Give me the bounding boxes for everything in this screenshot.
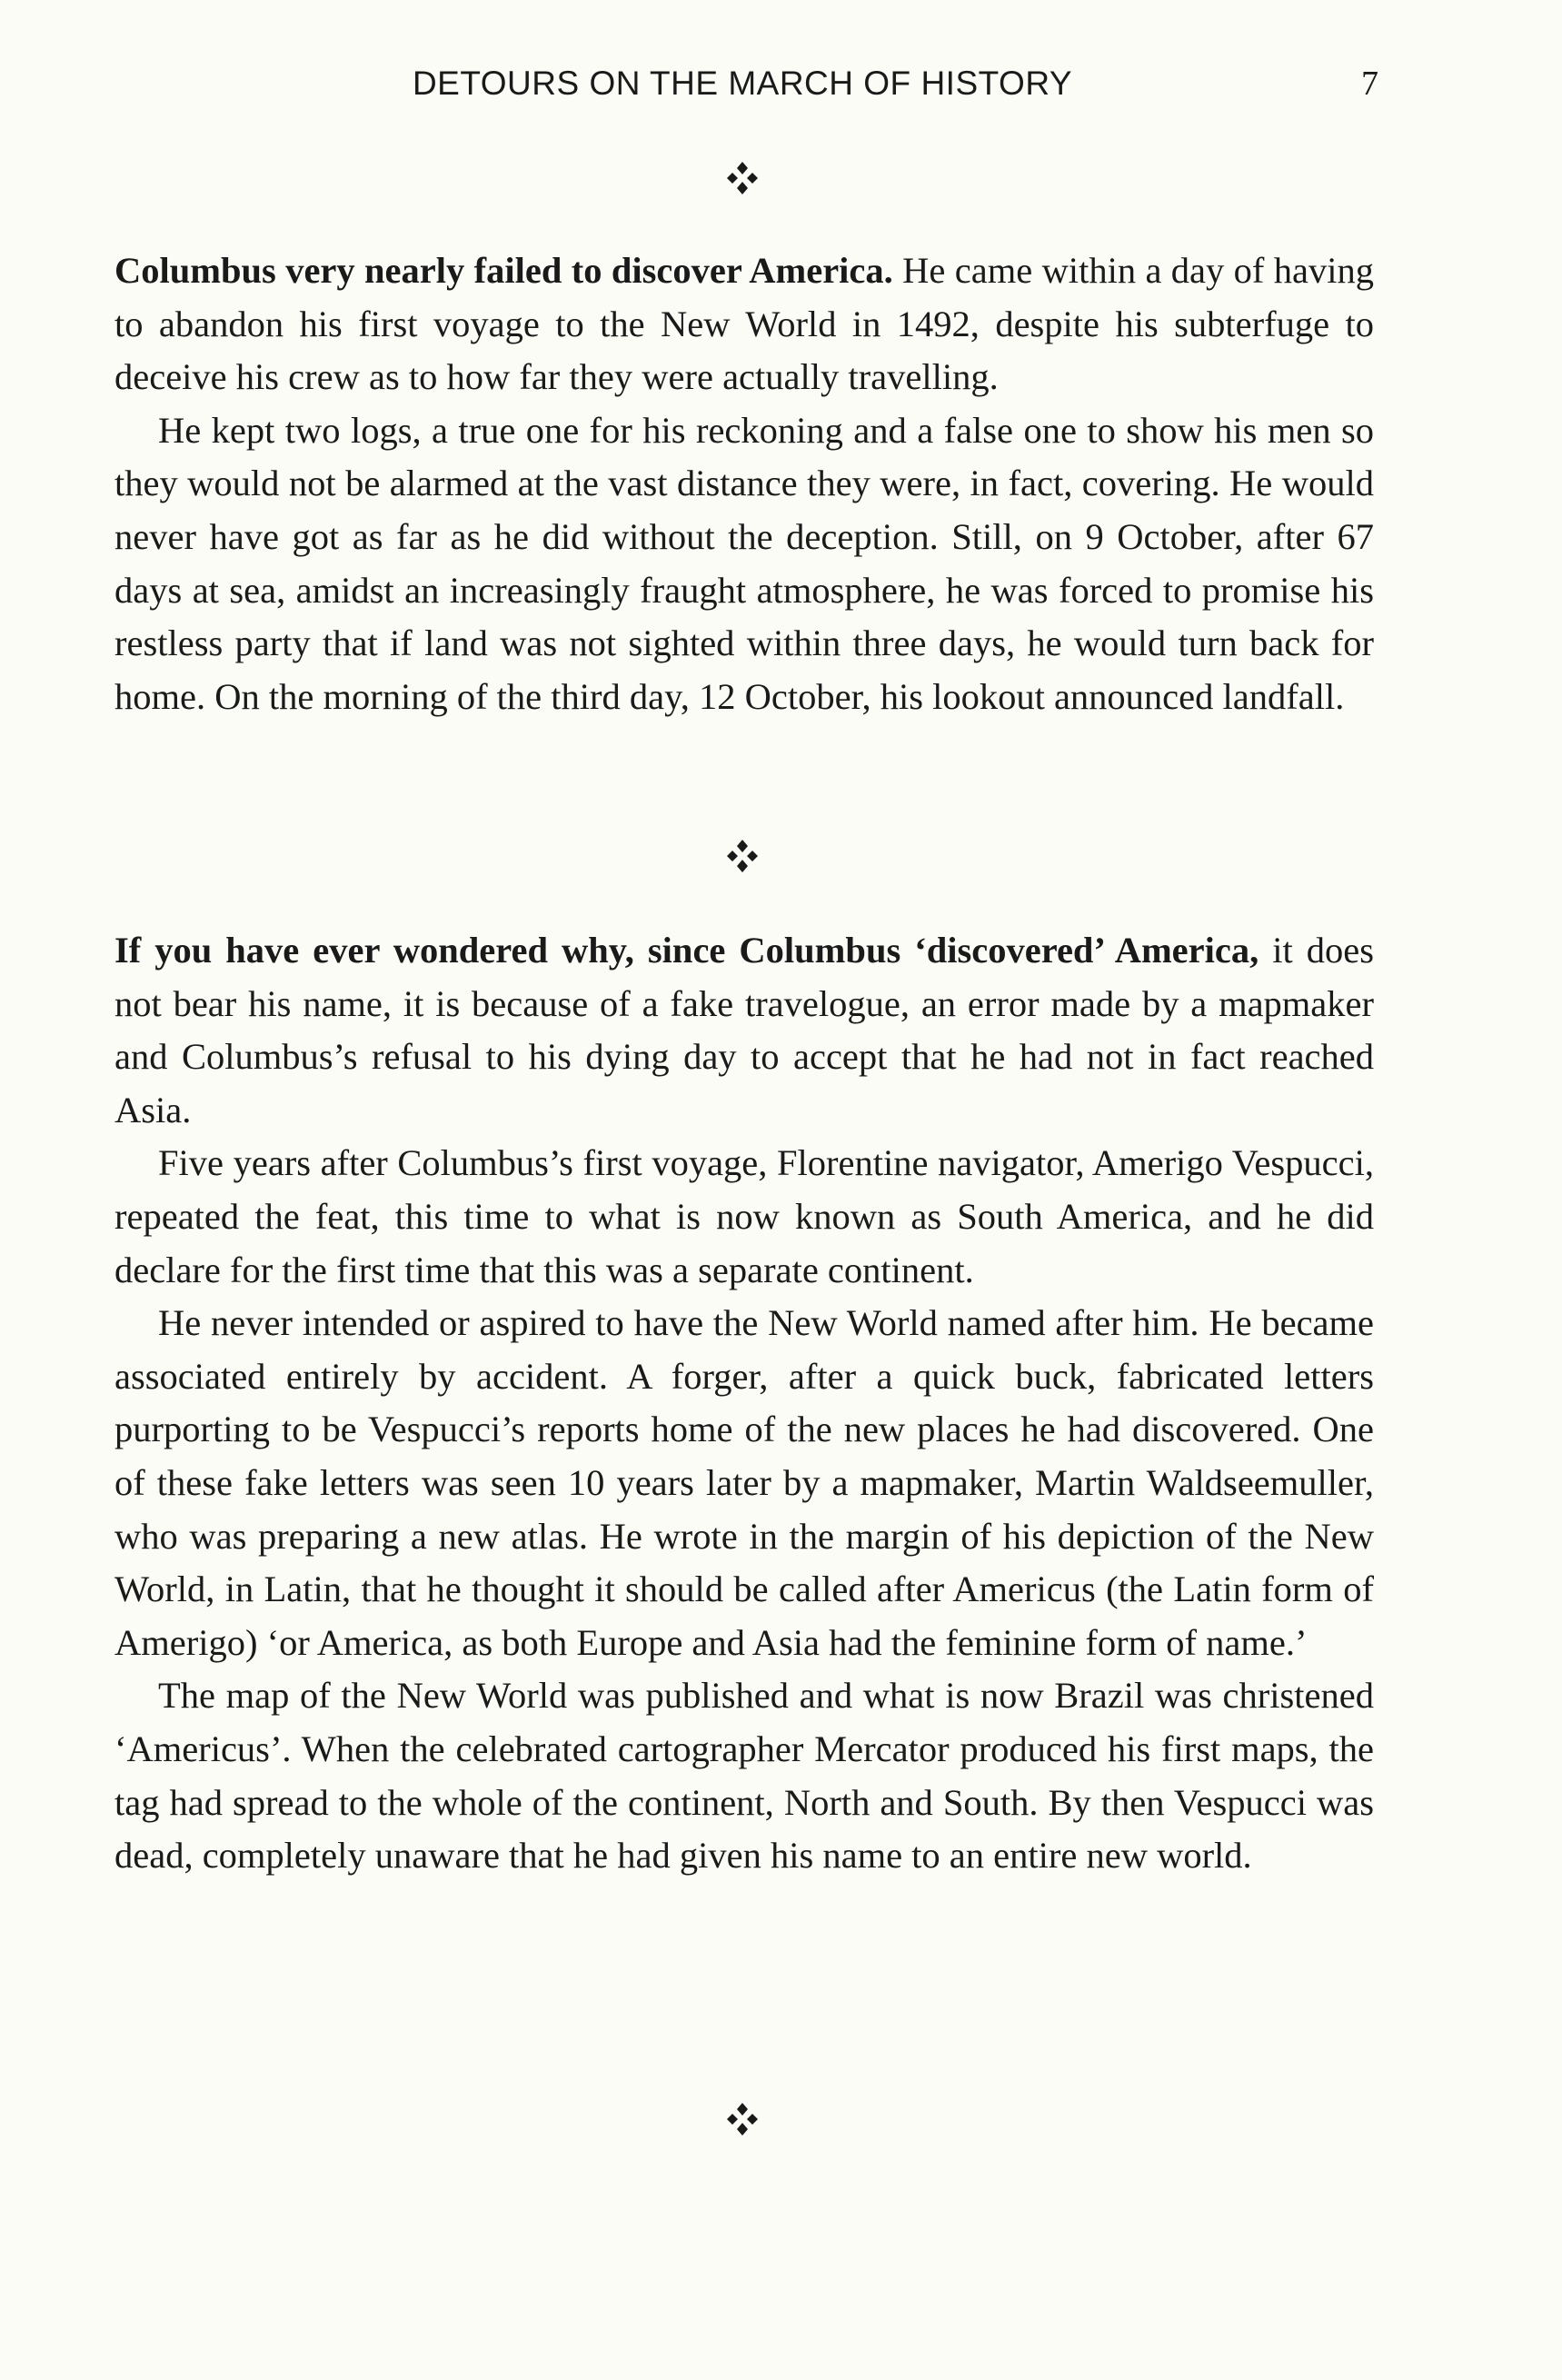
lead-paragraph bbox=[114, 244, 1374, 404]
running-head bbox=[0, 56, 1562, 111]
lead-paragraph bbox=[114, 924, 1374, 1137]
diamond-cluster-ornament-icon bbox=[724, 160, 761, 196]
running-title: DETOURS ON THE MARCH OF HISTORY bbox=[412, 65, 1073, 102]
body-paragraph: Five years after Columbus’s first voyage, Florentine navigator, Amerigo Vespucci, repeated the feat, this time to what is now known as South America, and he did declare for the first time that this was a separate continent. bbox=[114, 1142, 1374, 1290]
lead-text: it does not bear his name, it is because of a fake travelogue, an error made by a mapmaker and Columbus’s refusal to his dying day to accept that he had not in fact reached Asia. bbox=[114, 930, 1374, 1130]
diamond-cluster-ornament-icon bbox=[724, 2101, 761, 2137]
section-ornament-icon bbox=[0, 833, 1485, 879]
body-paragraph: The map of the New World was published and what is now Brazil was christened ‘Americus’. When the celebrated cartographer Mercator produced his first maps, the tag had spread to the whole of the continent, North and South. By then Vespucci was dead, completely unaware that he had given his name to an entire new world. bbox=[114, 1675, 1374, 1877]
diamond-cluster-ornament-icon bbox=[724, 838, 761, 874]
section-columbus-discovery bbox=[114, 244, 1374, 723]
section-ornament-icon bbox=[0, 2096, 1485, 2142]
lead-heading: If you have ever wondered why, since Columbus ‘discovered’ America, bbox=[114, 930, 1259, 971]
section-america-naming bbox=[114, 924, 1374, 1883]
lead-heading: Columbus very nearly failed to discover America. bbox=[114, 250, 893, 291]
section-ornament-icon bbox=[0, 155, 1485, 201]
body-paragraph: He never intended or aspired to have the New World named after him. He became associated entirely by accident. A forger, after a quick buck, fabricated letters purporting to be Vespucci’s reports home of the new places he had discovered. One of these fake letters was seen 10 years later by a mapmaker, Martin Waldseemuller, who was preparing a new atlas. He wrote in the margin of his depiction of the New World, in Latin, that he thought it should be called after Americus (the Latin form of Amerigo) ‘or America, as both Europe and Asia had the feminine form of name.’ bbox=[114, 1302, 1374, 1663]
lead-text: He came within a day of having to abandon his first voyage to the New World in 1492, despite his subterfuge to deceive his crew as to how far they were actually travelling. bbox=[114, 250, 1374, 398]
body-paragraph: He kept two logs, a true one for his reckoning and a false one to show his men so they would not be alarmed at the vast distance they were, in fact, covering. He would never have got as far as he did without the deception. Still, on 9 October, after 67 days at sea, amidst an increasingly fraught atmosphere, he was forced to promise his restless party that if land was not sighted within three days, he would turn back for home. On the morning of the third day, 12 October, his lookout announced landfall. bbox=[114, 409, 1374, 717]
page-number: 7 bbox=[1361, 65, 1378, 103]
